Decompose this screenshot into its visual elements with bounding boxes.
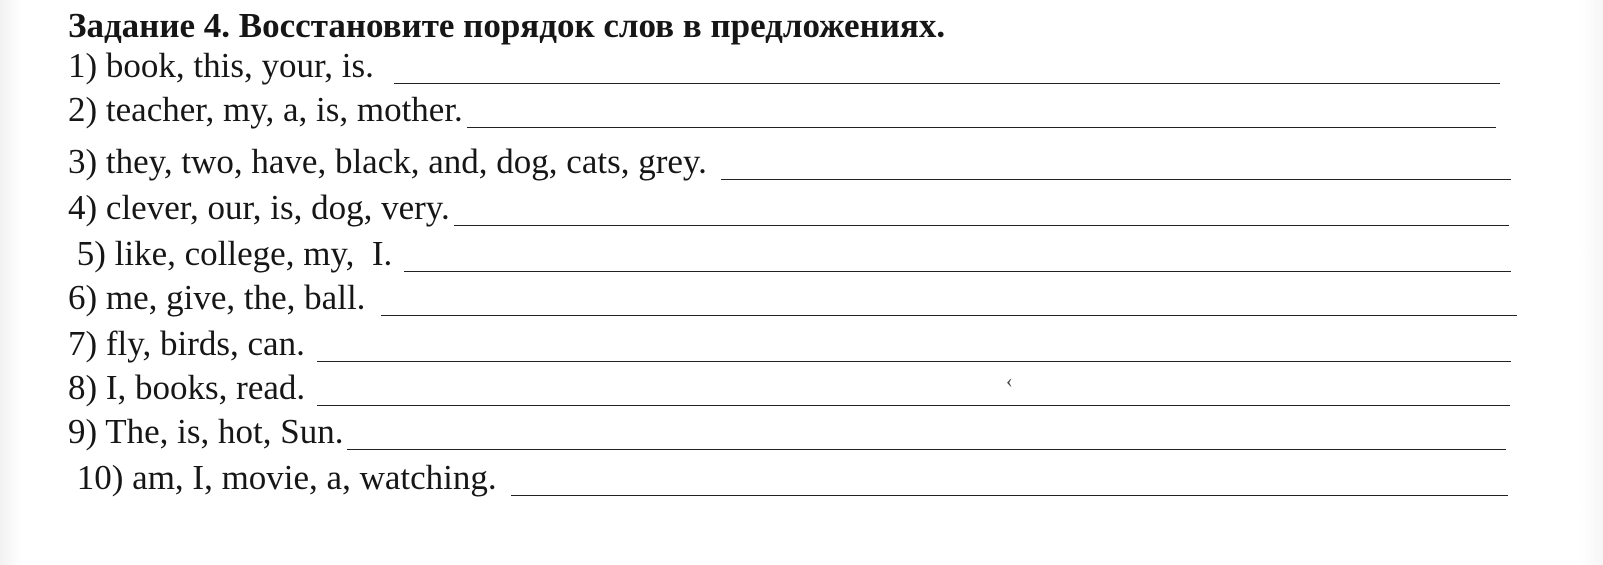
answer-line[interactable]: [467, 127, 1496, 128]
exercise-item-6: [68, 278, 1517, 322]
exercise-prompt: 6) me, give, the, ball.: [68, 278, 366, 317]
exercise-prompt: 3) they, two, have, black, and, dog, cats, grey.: [68, 142, 707, 181]
answer-line[interactable]: [394, 83, 1500, 84]
exercise-prompt: 10) am, I, movie, a, watching.: [68, 458, 497, 497]
exercise-item-8: [68, 368, 1510, 412]
exercise-prompt: 9) The, is, hot, Sun.: [68, 412, 344, 451]
answer-line[interactable]: [381, 315, 1517, 316]
exercise-prompt: 2) teacher, my, a, is, mother.: [68, 90, 463, 129]
exercise-prompt: 1) book, this, your, is.: [68, 46, 374, 85]
exercise-item-7: [68, 324, 1511, 368]
exercise-item-4: [68, 188, 1509, 232]
answer-line[interactable]: [317, 361, 1511, 362]
exercise-prompt: 4) clever, our, is, dog, very.: [68, 188, 450, 227]
exercise-item-10: [68, 458, 1508, 502]
exercise-item-1: [68, 46, 1500, 90]
exercise-prompt: 8) I, books, read.: [68, 368, 306, 407]
exercise-item-3: [68, 142, 1511, 186]
exercise-prompt: 5) like, college, my, I.: [68, 234, 393, 273]
answer-line[interactable]: [404, 271, 1511, 272]
exercise-item-2: [68, 90, 1496, 134]
scan-speck: ‹: [1006, 370, 1013, 392]
exercise-prompt: 7) fly, birds, can.: [68, 324, 305, 363]
exercise-item-9: [68, 412, 1506, 456]
answer-line[interactable]: [347, 449, 1506, 450]
task-title: Задание 4. Восстановите порядок слов в предложениях.: [68, 6, 946, 45]
answer-line[interactable]: [454, 225, 1509, 226]
answer-line[interactable]: [317, 405, 1510, 406]
answer-line[interactable]: [511, 495, 1508, 496]
exercise-item-5: [68, 234, 1511, 278]
answer-line[interactable]: [721, 179, 1511, 180]
